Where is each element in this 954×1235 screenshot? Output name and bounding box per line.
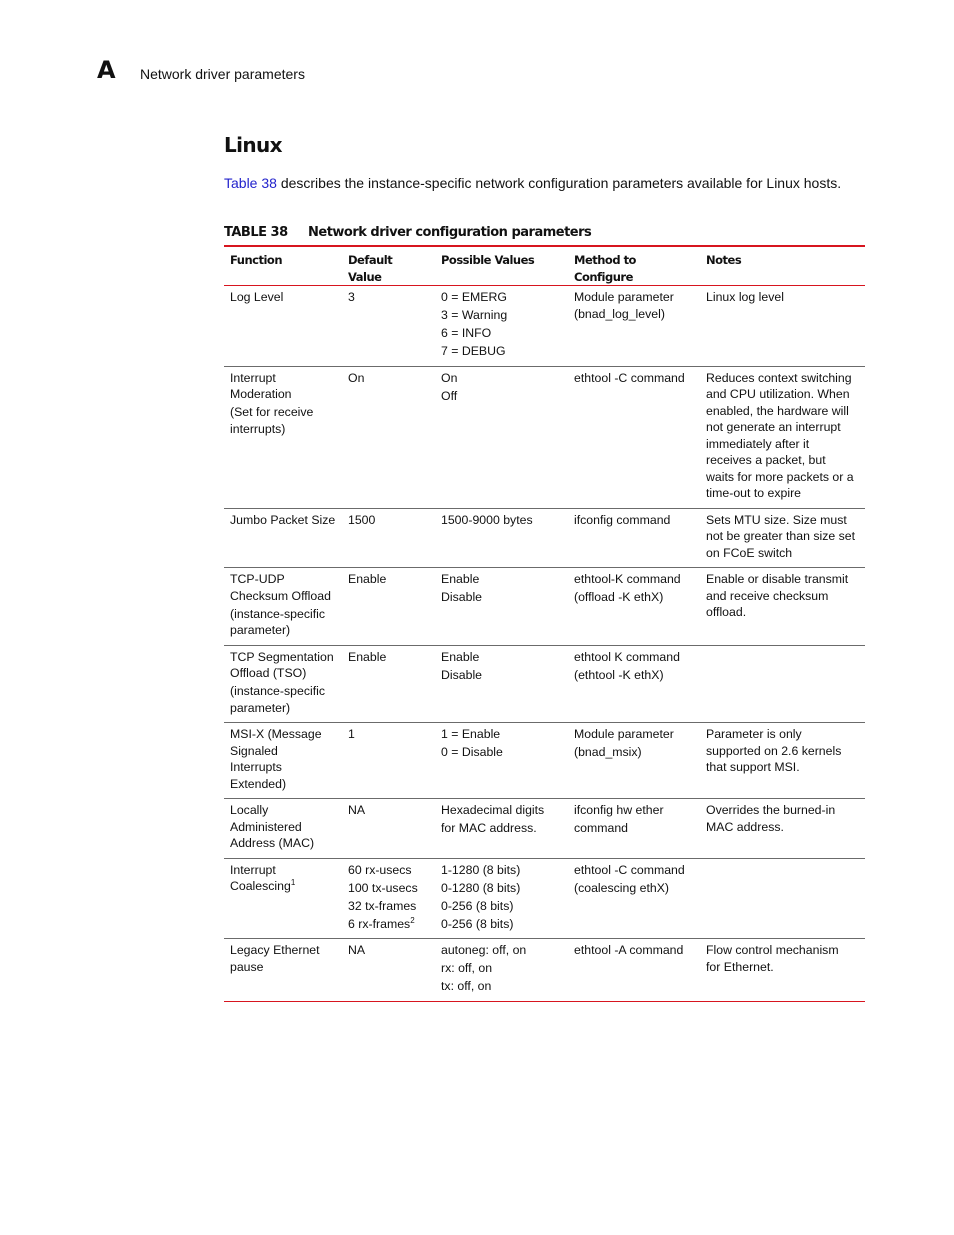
table-row bbox=[224, 286, 865, 367]
cell-line bbox=[230, 959, 336, 976]
cell-line bbox=[574, 726, 694, 743]
cell-line bbox=[706, 403, 859, 420]
cell-text: Flow control mechanism bbox=[706, 943, 839, 957]
cell-line bbox=[348, 571, 429, 588]
cell-text: (offload -K ethX) bbox=[574, 590, 664, 604]
table-header-row bbox=[224, 246, 865, 286]
cell-line bbox=[706, 386, 859, 403]
cell-line bbox=[441, 307, 562, 324]
cell-text: Offload (TSO) bbox=[230, 666, 307, 680]
function-cell bbox=[224, 799, 342, 859]
cell-line bbox=[574, 370, 694, 387]
cell-text: Coalescing bbox=[230, 879, 291, 893]
cell-line bbox=[574, 589, 694, 606]
cell-line bbox=[348, 512, 429, 529]
cell-text: for MAC address. bbox=[441, 821, 537, 835]
function-cell bbox=[224, 508, 342, 568]
default-value-cell bbox=[342, 366, 435, 508]
cell-text: Linux log level bbox=[706, 290, 784, 304]
cell-text: (Set for receive bbox=[230, 405, 314, 419]
cell-text: 0-1280 (8 bits) bbox=[441, 880, 521, 895]
cell-line bbox=[574, 820, 694, 837]
cell-line bbox=[230, 386, 336, 403]
cell-text: (coalescing ethX) bbox=[574, 880, 670, 895]
cell-line bbox=[706, 571, 859, 588]
cell-line bbox=[230, 665, 336, 682]
cell-text: rx: off, on bbox=[441, 961, 493, 975]
cell-text: waits for more packets or a bbox=[706, 469, 854, 484]
table-row bbox=[224, 723, 865, 799]
table-row bbox=[224, 645, 865, 723]
cell-line bbox=[574, 880, 694, 897]
possible-values-cell bbox=[435, 508, 568, 568]
table-row bbox=[224, 858, 865, 939]
function-cell bbox=[224, 939, 342, 1002]
cell-line bbox=[706, 802, 859, 819]
cell-line bbox=[574, 306, 694, 323]
cell-line bbox=[230, 942, 336, 959]
cell-line bbox=[230, 289, 336, 306]
cell-text: Locally bbox=[230, 803, 269, 817]
cell-line bbox=[230, 622, 336, 639]
cell-line bbox=[441, 726, 562, 743]
cell-line bbox=[441, 667, 562, 684]
method-cell bbox=[568, 286, 700, 367]
cell-line bbox=[706, 588, 859, 605]
cell-line bbox=[230, 759, 336, 776]
default-value-cell bbox=[342, 508, 435, 568]
cell-text: NA bbox=[348, 803, 366, 817]
default-value-cell bbox=[342, 568, 435, 646]
cell-line bbox=[706, 289, 859, 306]
cell-line bbox=[348, 802, 429, 819]
possible-values-cell bbox=[435, 568, 568, 646]
cell-line bbox=[348, 898, 429, 915]
intro-text: describes the instance-specific network configuration parameters available for Linux hosts. bbox=[276, 175, 842, 191]
table-caption bbox=[224, 225, 591, 240]
table-caption-title: Network driver configuration parameters bbox=[308, 225, 592, 240]
cell-text: 0 = Disable bbox=[441, 745, 503, 759]
cell-text: for Ethernet. bbox=[706, 959, 774, 974]
cell-text: Module parameter bbox=[574, 290, 674, 304]
running-header-title: Network driver parameters bbox=[140, 66, 305, 82]
cell-text: Module parameter bbox=[574, 727, 674, 741]
default-value-cell bbox=[342, 286, 435, 367]
cell-line bbox=[441, 589, 562, 606]
cell-line bbox=[441, 370, 562, 387]
function-cell bbox=[224, 723, 342, 799]
cell-text: Administered bbox=[230, 819, 302, 834]
cell-line bbox=[574, 649, 694, 666]
cell-text: Disable bbox=[441, 667, 483, 682]
notes-cell bbox=[700, 286, 865, 367]
cell-text: Reduces context switching bbox=[706, 370, 852, 385]
cell-text: command bbox=[574, 821, 628, 835]
cell-text: not generate an interrupt bbox=[706, 420, 841, 434]
notes-cell bbox=[700, 858, 865, 939]
cell-line bbox=[348, 942, 429, 959]
default-value-cell bbox=[342, 645, 435, 723]
cell-text: that support MSI. bbox=[706, 760, 800, 774]
cell-line bbox=[230, 776, 336, 793]
cell-line bbox=[230, 802, 336, 819]
cell-text: MSI-X (Message bbox=[230, 727, 322, 741]
cell-text: Interrupt bbox=[230, 370, 276, 385]
cell-text: Legacy Ethernet bbox=[230, 943, 320, 957]
cell-line bbox=[574, 289, 694, 306]
cell-text: (bnad_log_level) bbox=[574, 306, 665, 321]
cell-text: immediately after it bbox=[706, 436, 810, 451]
cell-line bbox=[706, 419, 859, 436]
cell-text: 1500 bbox=[348, 512, 376, 527]
cell-text: Extended) bbox=[230, 776, 287, 791]
column-header-method: Method to Configure bbox=[568, 246, 700, 286]
function-cell bbox=[224, 858, 342, 939]
cell-line bbox=[706, 942, 859, 959]
cell-text: Jumbo Packet Size bbox=[230, 512, 336, 527]
section-heading: Linux bbox=[224, 133, 282, 157]
cell-line bbox=[441, 649, 562, 666]
cell-text: interrupts) bbox=[230, 421, 286, 436]
cell-line bbox=[706, 370, 859, 387]
cell-line bbox=[706, 726, 859, 743]
cell-text: Sets MTU size. Size must bbox=[706, 512, 847, 527]
cell-line bbox=[441, 571, 562, 588]
table-row bbox=[224, 939, 865, 1002]
cell-line bbox=[441, 862, 562, 879]
cell-line bbox=[348, 916, 429, 933]
cell-line bbox=[230, 835, 336, 852]
cell-line bbox=[441, 916, 562, 933]
cell-line bbox=[441, 289, 562, 306]
cell-text: parameter) bbox=[230, 623, 291, 637]
cell-text: Log Level bbox=[230, 290, 284, 304]
cell-text: 6 rx-frames bbox=[348, 916, 411, 931]
cell-line bbox=[706, 485, 859, 502]
cell-line bbox=[706, 469, 859, 486]
cell-text: Checksum Offload bbox=[230, 588, 331, 603]
cell-text: ethtool -C command bbox=[574, 370, 685, 385]
cell-text: 6 = INFO bbox=[441, 326, 492, 340]
cell-line bbox=[230, 649, 336, 666]
cell-text: ethtool-K command bbox=[574, 572, 681, 586]
cell-text: ifconfig command bbox=[574, 512, 671, 527]
cell-line bbox=[574, 862, 694, 879]
cell-line bbox=[230, 588, 336, 605]
cell-text: Hexadecimal digits bbox=[441, 803, 545, 817]
cell-text: Moderation bbox=[230, 387, 292, 401]
cell-text: On bbox=[348, 370, 365, 385]
cell-text: receives a packet, but bbox=[706, 453, 826, 467]
cell-text: Address (MAC) bbox=[230, 836, 315, 850]
cell-text: (instance-specific bbox=[230, 606, 325, 621]
column-header-notes: Notes bbox=[700, 246, 865, 286]
method-cell bbox=[568, 723, 700, 799]
cell-text: Off bbox=[441, 388, 458, 403]
cell-line bbox=[441, 512, 562, 529]
cell-line bbox=[230, 683, 336, 700]
cell-line bbox=[574, 571, 694, 588]
cell-line bbox=[348, 649, 429, 666]
column-header-function: Function bbox=[224, 246, 342, 286]
cell-text: 7 = DEBUG bbox=[441, 344, 506, 358]
cell-text: 3 bbox=[348, 290, 355, 304]
cell-line bbox=[230, 743, 336, 760]
function-cell bbox=[224, 645, 342, 723]
cell-line bbox=[706, 436, 859, 453]
cell-text: ethtool -A command bbox=[574, 943, 684, 957]
cell-text: Parameter is only bbox=[706, 727, 802, 741]
cell-line bbox=[706, 512, 859, 529]
cell-line bbox=[441, 325, 562, 342]
possible-values-cell bbox=[435, 858, 568, 939]
cell-line bbox=[441, 978, 562, 995]
cell-text: Interrupts bbox=[230, 760, 282, 774]
cell-line bbox=[230, 404, 336, 421]
default-value-cell bbox=[342, 858, 435, 939]
cell-line bbox=[230, 700, 336, 717]
cell-line bbox=[574, 667, 694, 684]
cell-text: enabled, the hardware will bbox=[706, 403, 849, 418]
notes-cell bbox=[700, 939, 865, 1002]
table-caption-number: TABLE 38 bbox=[224, 225, 288, 240]
cell-text: 0-256 (8 bits) bbox=[441, 916, 514, 931]
parameters-table bbox=[224, 245, 865, 1002]
cell-line bbox=[706, 452, 859, 469]
table-reference-link[interactable]: Table 38 bbox=[224, 175, 277, 191]
cell-line bbox=[706, 528, 859, 545]
cell-line bbox=[230, 370, 336, 387]
cell-text: (instance-specific bbox=[230, 684, 325, 698]
cell-line bbox=[441, 343, 562, 360]
cell-line bbox=[441, 942, 562, 959]
cell-text: Enable or disable transmit bbox=[706, 572, 849, 586]
cell-line bbox=[441, 898, 562, 915]
cell-line bbox=[348, 726, 429, 743]
cell-text: on FCoE switch bbox=[706, 545, 793, 560]
cell-text: NA bbox=[348, 943, 366, 957]
table-row bbox=[224, 508, 865, 568]
footnote-marker[interactable]: 1 bbox=[290, 878, 296, 887]
cell-text: ethtool -C command bbox=[574, 862, 685, 877]
cell-text: 1 = Enable bbox=[441, 727, 501, 741]
cell-line bbox=[348, 880, 429, 897]
cell-line bbox=[441, 388, 562, 405]
possible-values-cell bbox=[435, 723, 568, 799]
notes-cell bbox=[700, 508, 865, 568]
method-cell bbox=[568, 858, 700, 939]
cell-line bbox=[230, 421, 336, 438]
method-cell bbox=[568, 939, 700, 1002]
cell-line bbox=[348, 862, 429, 879]
cell-line bbox=[574, 942, 694, 959]
possible-values-cell bbox=[435, 286, 568, 367]
cell-line bbox=[230, 606, 336, 623]
cell-line bbox=[230, 878, 336, 895]
cell-line bbox=[230, 862, 336, 879]
cell-line bbox=[574, 802, 694, 819]
cell-text: offload. bbox=[706, 605, 747, 619]
footnote-marker[interactable]: 2 bbox=[410, 915, 415, 925]
cell-text: 32 tx-frames bbox=[348, 898, 417, 913]
cell-line bbox=[230, 819, 336, 836]
cell-text: 60 rx-usecs bbox=[348, 862, 412, 877]
default-value-cell bbox=[342, 723, 435, 799]
column-header-possible-values: Possible Values bbox=[435, 246, 568, 286]
cell-text: Enable bbox=[441, 649, 480, 664]
possible-values-cell bbox=[435, 366, 568, 508]
table-row bbox=[224, 366, 865, 508]
cell-text: tx: off, on bbox=[441, 979, 492, 993]
cell-text: supported on 2.6 kernels bbox=[706, 743, 842, 758]
cell-text: ethtool K command bbox=[574, 649, 680, 664]
cell-text: Interrupt bbox=[230, 862, 276, 877]
cell-text: (bnad_msix) bbox=[574, 745, 642, 759]
cell-line bbox=[706, 545, 859, 562]
cell-line bbox=[230, 726, 336, 743]
cell-line bbox=[441, 820, 562, 837]
cell-text: 1 bbox=[348, 727, 355, 741]
possible-values-cell bbox=[435, 939, 568, 1002]
table-body bbox=[224, 286, 865, 1002]
cell-text: Signaled bbox=[230, 743, 278, 758]
possible-values-cell bbox=[435, 645, 568, 723]
cell-text: Disable bbox=[441, 590, 483, 604]
cell-text: time-out to expire bbox=[706, 486, 802, 500]
cell-line bbox=[348, 370, 429, 387]
cell-text: parameter) bbox=[230, 700, 291, 715]
cell-text: not be greater than size set bbox=[706, 529, 856, 543]
cell-line bbox=[441, 744, 562, 761]
cell-text: Enable bbox=[441, 572, 480, 586]
cell-line bbox=[706, 759, 859, 776]
cell-line bbox=[574, 744, 694, 761]
method-cell bbox=[568, 568, 700, 646]
possible-values-cell bbox=[435, 799, 568, 859]
cell-text: 1-1280 (8 bits) bbox=[441, 862, 521, 877]
cell-line bbox=[441, 880, 562, 897]
cell-text: 0 = EMERG bbox=[441, 290, 507, 304]
column-header-default-value: Default Value bbox=[342, 246, 435, 286]
cell-line bbox=[706, 959, 859, 976]
notes-cell bbox=[700, 568, 865, 646]
cell-text: ifconfig hw ether bbox=[574, 803, 664, 817]
cell-line bbox=[230, 571, 336, 588]
cell-text: 1500-9000 bytes bbox=[441, 512, 533, 527]
cell-text: (ethtool -K ethX) bbox=[574, 667, 664, 682]
cell-text: TCP Segmentation bbox=[230, 649, 334, 664]
default-value-cell bbox=[342, 939, 435, 1002]
table-row bbox=[224, 568, 865, 646]
notes-cell bbox=[700, 366, 865, 508]
table-row bbox=[224, 799, 865, 859]
function-cell bbox=[224, 366, 342, 508]
method-cell bbox=[568, 366, 700, 508]
cell-text: 100 tx-usecs bbox=[348, 880, 418, 895]
cell-line bbox=[348, 289, 429, 306]
cell-text: On bbox=[441, 370, 458, 385]
cell-line bbox=[706, 743, 859, 760]
cell-text: MAC address. bbox=[706, 819, 784, 834]
cell-text: TCP-UDP bbox=[230, 572, 285, 586]
function-cell bbox=[224, 568, 342, 646]
method-cell bbox=[568, 508, 700, 568]
cell-line bbox=[230, 512, 336, 529]
cell-text: and receive checksum bbox=[706, 588, 829, 603]
cell-text: 0-256 (8 bits) bbox=[441, 898, 514, 913]
cell-text: Overrides the burned-in bbox=[706, 803, 836, 817]
cell-text: Enable bbox=[348, 572, 387, 586]
cell-line bbox=[706, 819, 859, 836]
default-value-cell bbox=[342, 799, 435, 859]
intro-paragraph bbox=[224, 174, 864, 193]
cell-text: autoneg: off, on bbox=[441, 943, 527, 957]
chapter-letter: A bbox=[97, 56, 115, 84]
notes-cell bbox=[700, 723, 865, 799]
method-cell bbox=[568, 645, 700, 723]
cell-text: pause bbox=[230, 959, 264, 974]
method-cell bbox=[568, 799, 700, 859]
function-cell bbox=[224, 286, 342, 367]
cell-line bbox=[441, 960, 562, 977]
notes-cell bbox=[700, 799, 865, 859]
cell-line bbox=[441, 802, 562, 819]
cell-text: 3 = Warning bbox=[441, 308, 508, 322]
cell-text: Enable bbox=[348, 649, 387, 664]
cell-line bbox=[706, 604, 859, 621]
cell-text: and CPU utilization. When bbox=[706, 387, 850, 401]
notes-cell bbox=[700, 645, 865, 723]
cell-line bbox=[574, 512, 694, 529]
